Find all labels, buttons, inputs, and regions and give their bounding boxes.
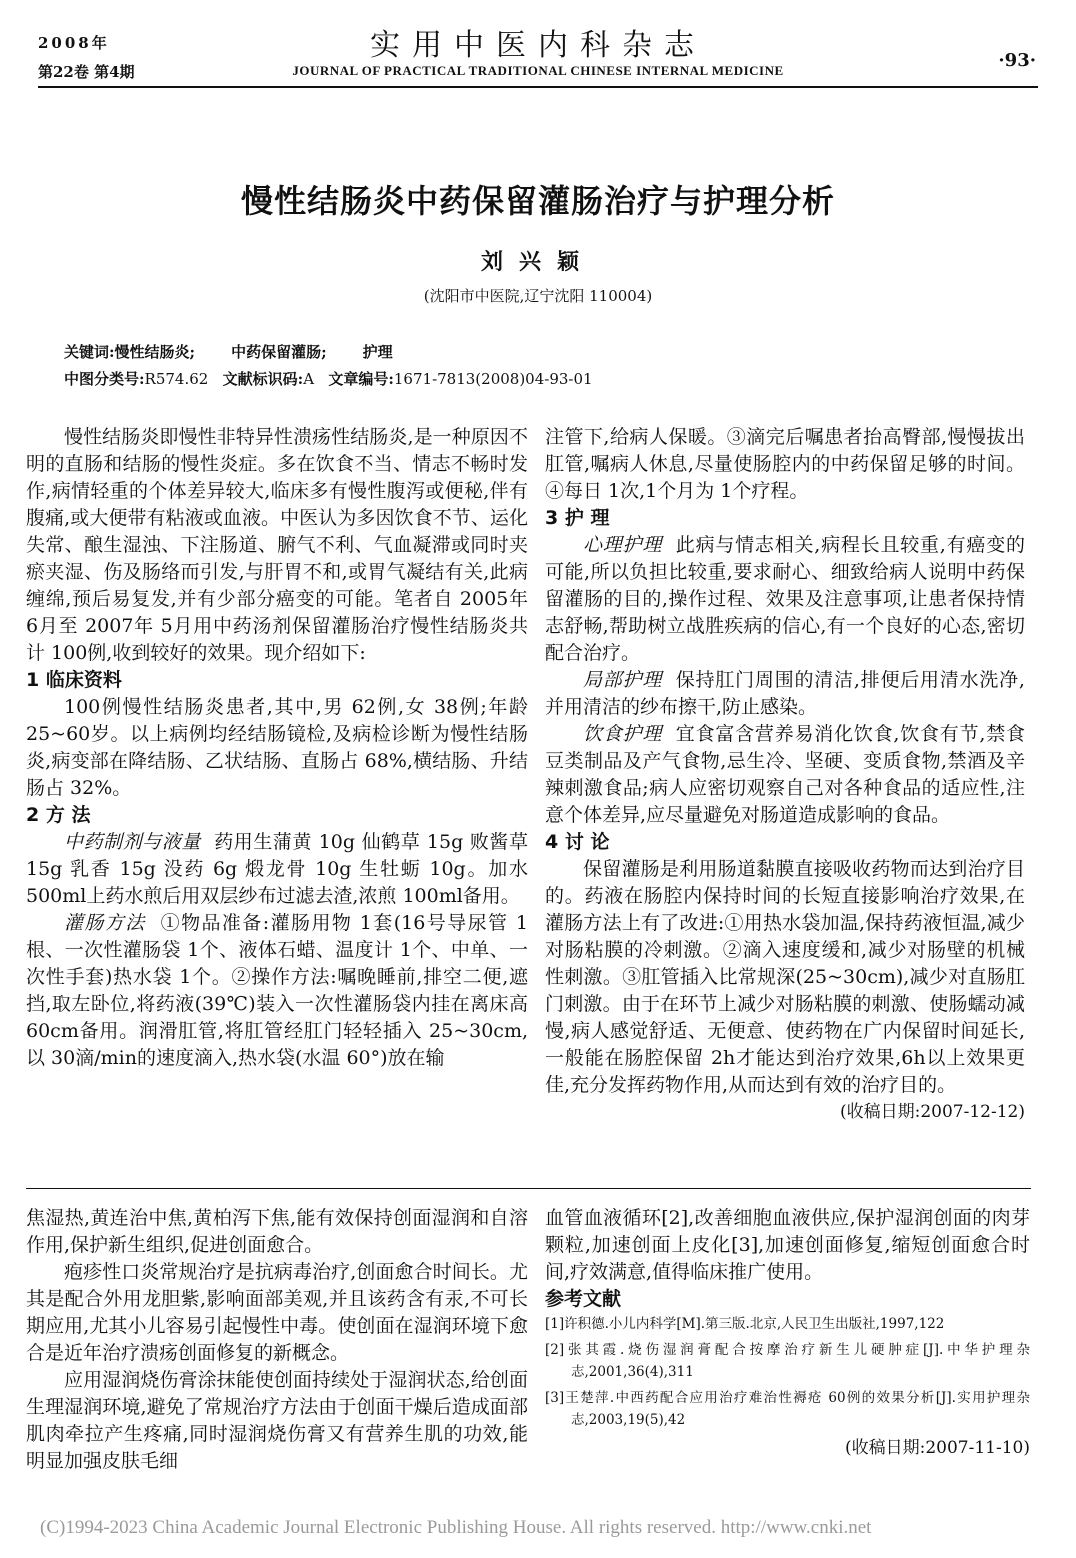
page-number: ·93·	[998, 50, 1036, 71]
subheading-psych-care: 心理护理	[583, 534, 663, 556]
enema-method-text: ①物品准备:灌肠用物 1套(16号导尿管 1根、一次性灌肠袋 1个、液体石蜡、温度计 1个、中单、一次性手套)热水袋 1个。②操作方法:嘱晚睡前,排空二便,遮挡,取左卧位,将药液(39℃)装入一次性灌肠袋内挂在离床高 60cm备用。润滑肛管,将肛管经肛门轻轻插入 25~30cm,以 30滴/min的速度滴入,热水袋(水温 60°)放在输	[26, 912, 528, 1069]
method-continued: 注管下,给病人保暖。③滴完后嘱患者抬高臀部,慢慢拔出肛管,嘱病人休息,尽量使肠腔内的中药保留足够的时间。④每日 1次,1个月为 1个疗程。	[545, 426, 1025, 502]
header-divider	[38, 86, 1038, 88]
diet-care-para	[545, 721, 1025, 829]
section-1-heading: 1 临床资料	[26, 669, 122, 691]
reference-2: [2]张其霞.烧伤湿润膏配合按摩治疗新生儿硬肿症[J].中华护理杂志,2001,36(4),311	[545, 1342, 1030, 1380]
prev-article-para-1: 焦湿热,黄连治中焦,黄柏泻下焦,能有效保持创面湿润和自溶作用,保护新生组织,促进创面愈合。	[26, 1207, 528, 1256]
received-date-1: (收稿日期:2007-12-12)	[839, 1102, 1025, 1122]
keyword-3: 护理	[362, 343, 393, 361]
prev-article-para-4: 血管血液循环[2],改善细胞血液供应,保护湿润创面的肉芽颗粒,加速创面上皮化[3],加速创面修复,缩短创面愈合时间,疗效满意,值得临床推广使用。	[545, 1207, 1030, 1283]
header-year: 2008年	[38, 34, 110, 52]
right-column	[545, 424, 1025, 1126]
prev-article-para-3: 应用湿润烧伤膏涂抹能使创面持续处于湿润状态,给创面生理湿润环境,避免了常规治疗方法由于创面干燥后造成面部肌肉牵拉产生疼痛,同时湿润烧伤膏又有营养生肌的功效,能明显加强皮肤毛细	[26, 1369, 528, 1472]
author-name: 刘兴颖	[480, 249, 595, 275]
classification-value: R574.62	[144, 370, 209, 388]
reference-1: [1]许积德.小儿内科学[M].第三版.北京,人民卫生出版社,1997,122	[545, 1316, 945, 1332]
doc-code-label: 文献标识码:	[222, 370, 304, 388]
discussion-text: 保留灌肠是利用肠道黏膜直接吸收药物而达到治疗目的。药液在肠腔内保持时间的长短直接影响治疗效果,在灌肠方法上有了改进:①用热水袋加温,保持药液恒温,减少对肠粘膜的冷刺激。②滴入速度缓和,减少对肠壁的机械性刺激。③肛管插入比常规深(25~30cm),减少对直肠肛门刺激。由于在环节上减少对肠粘膜的刺激、使肠蠕动减慢,病人感觉舒适、无便意、使药物在广内保留时间延长,一般能在肠腔保留 2h才能达到治疗效果,6h以上效果更佳,充分发挥药物作用,从而达到有效的治疗目的。	[545, 858, 1025, 1096]
local-care-para	[545, 667, 1025, 721]
classification-label: 中图分类号:	[64, 370, 145, 388]
section-2-para-2	[26, 910, 528, 1072]
psych-care-para	[545, 532, 1025, 667]
keyword-2: 中药保留灌肠;	[231, 343, 327, 361]
reference-3: [3]王楚萍.中西药配合应用治疗难治性褥疮 60例的效果分析[J].实用护理杂志,2003,19(5),42	[545, 1390, 1030, 1428]
section-4-heading: 4 讨 论	[545, 831, 610, 853]
subheading-preparation: 中药制剂与液量	[64, 831, 201, 853]
section-1-text: 100例慢性结肠炎患者,其中,男 62例,女 38例;年龄 25~60岁。以上病例均经结肠镜检,及病检诊断为慢性结肠炎,病变部在降结肠、乙状结肠、直肠占 68%,横结肠、升结肠占 32%。	[26, 696, 528, 799]
section-2-para-1	[26, 829, 528, 910]
article-divider	[26, 1188, 1031, 1189]
section-3-heading: 3 护 理	[545, 507, 610, 529]
references-heading: 参考文献	[545, 1288, 622, 1310]
article-no-value: 1671-7813(2008)04-93-01	[393, 370, 593, 388]
left-column	[26, 424, 528, 1072]
prev-article-para-2: 疱疹性口炎常规治疗是抗病毒治疗,创面愈合时间长。尤其是配合外用龙胆紫,影响面部美观,并且该药含有汞,不可长期应用,尤其小儿容易引起慢性中毒。使创面在湿润环境下愈合是近年治疗溃疡创面修复的新概念。	[26, 1261, 528, 1364]
doc-code-value: A	[303, 370, 315, 388]
references-list	[545, 1313, 1030, 1431]
journal-title-cn: 实用中医内科杂志	[370, 28, 706, 63]
subheading-local-care: 局部护理	[583, 669, 663, 691]
keywords-line	[64, 341, 393, 362]
article-no-label: 文章编号:	[328, 370, 394, 388]
received-date-2: (收稿日期:2007-11-10)	[844, 1438, 1030, 1458]
local-care-text: 保持肛门周围的清洁,排便后用清水洗净,并用清洁的纱布擦干,防止感染。	[545, 669, 1025, 718]
author-affiliation: (沈阳市中医院,辽宁沈阳 110004)	[423, 287, 653, 305]
subheading-diet-care: 饮食护理	[583, 723, 663, 745]
intro-paragraph: 慢性结肠炎即慢性非特异性溃疡性结肠炎,是一种原因不明的直肠和结肠的慢性炎症。多在饮食不当、情志不畅时发作,病情轻重的个体差异较大,临床多有慢性腹泻或便秘,伴有腹痛,或大便带有粘液或血液。中医认为多因饮食不节、运化失常、酿生湿浊、下注肠道、腑气不利、气血凝滞或同时夹瘀夹湿、伤及肠络而引发,与肝胃不和,或胃气凝结有关,此病缠绵,预后易复发,并有少部分癌变的可能。笔者自 2005年 6月至 2007年 5月用中药汤剂保留灌肠治疗慢性结肠炎共计 100例,收到较好的效果。现介绍如下:	[26, 426, 528, 664]
journal-title-en: JOURNAL OF PRACTICAL TRADITIONAL CHINESE INTERNAL MEDICINE	[292, 63, 784, 78]
psych-care-text: 此病与情志相关,病程长且较重,有癌变的可能,所以负担比较重,要求耐心、细致给病人说明中药保留灌肠的目的,操作过程、效果及注意事项,让患者保持情志舒畅,帮助树立战胜疾病的信心,有一个良好的心态,密切配合治疗。	[545, 534, 1025, 664]
article-title: 慢性结肠炎中药保留灌肠治疗与护理分析	[240, 182, 835, 220]
preparation-text: 药用生蒲黄 10g 仙鹤草 15g 败酱草 15g 乳香 15g 没药 6g 煅龙骨 10g 生牡蛎 10g。加水 500ml上药水煎后用双层纱布过滤去渣,浓煎 100ml备用。	[26, 831, 528, 907]
section-2-heading: 2 方 法	[26, 804, 91, 826]
keywords-label: 关键词:	[64, 343, 115, 361]
keyword-1: 慢性结肠炎;	[114, 343, 196, 361]
subheading-enema-method: 灌肠方法	[64, 912, 146, 934]
header-volume: 第22卷 第4期	[38, 63, 135, 81]
classification-line	[64, 368, 593, 389]
copyright-watermark: (C)1994-2023 China Academic Journal Electronic Publishing House. All rights reserved. http://www.cnki.net	[40, 1517, 872, 1538]
bottom-right-column	[545, 1205, 1030, 1462]
diet-care-text: 宜食富含营养易消化饮食,饮食有节,禁食豆类制品及产气食物,忌生冷、坚硬、变质食物,禁酒及辛辣刺激食品;病人应密切观察自己对各种食品的适应性,注意个体差异,应尽量避免对肠道造成影响的食品。	[545, 723, 1025, 826]
bottom-left-column	[26, 1205, 528, 1475]
